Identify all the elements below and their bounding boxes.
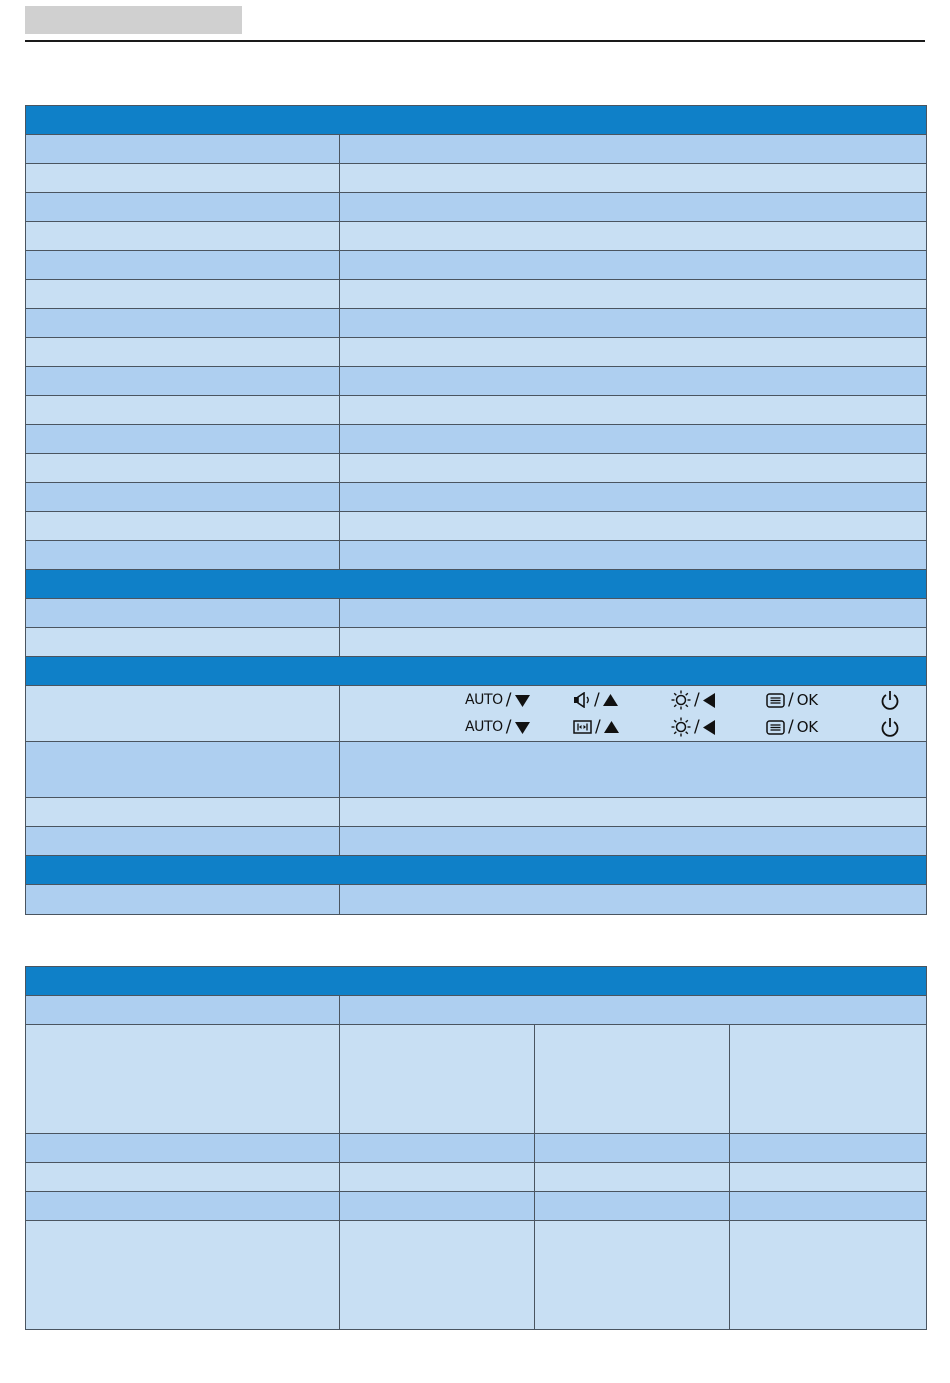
table-row [26,309,927,338]
table-row [26,541,927,570]
table-row [26,1134,927,1163]
down-triangle-icon [515,694,530,707]
slash-separator: / [505,690,512,710]
slash-separator: / [595,717,601,737]
slash-separator: / [788,690,794,710]
aspect-up-button [573,716,619,738]
table-row [26,512,927,541]
spec-table-1 [25,105,927,915]
volume-up-button [573,689,618,711]
section-header-row [26,570,927,599]
brightness-left-button [671,716,716,738]
power-icon [880,717,900,738]
slash-separator: / [694,717,700,737]
control-buttons-row-1 [340,689,926,711]
aspect-ratio-icon [573,720,592,734]
slash-separator: / [788,717,794,737]
auto-down-button [465,689,530,711]
menu-ok-button [766,716,818,738]
left-triangle-icon [703,720,716,735]
section-header-row [26,657,927,686]
table-row [26,193,927,222]
brightness-sun-icon [671,717,691,737]
menu-icon [766,720,785,735]
table-row [26,599,927,628]
table-row [26,280,927,309]
power-button [880,716,900,738]
header-tab [25,6,242,34]
section-header-row [26,106,927,135]
speaker-icon [573,692,591,708]
brightness-left-button [671,689,716,711]
ok-label: OK [796,691,818,709]
control-buttons-cell [340,686,927,742]
control-buttons-row-2 [340,716,926,738]
table-row [26,135,927,164]
slash-separator: / [694,690,700,710]
up-triangle-icon [604,721,619,734]
power-icon [880,690,900,711]
menu-ok-button [766,689,818,711]
spec-table-2 [25,966,927,1330]
auto-down-button [465,716,530,738]
header-rule [25,40,925,42]
table-row [26,1221,927,1330]
power-button [880,689,900,711]
menu-icon [766,693,785,708]
table-row [26,483,927,512]
table-row [26,996,927,1025]
table-row [26,628,927,657]
table-row [26,367,927,396]
user-controls-row [26,686,927,742]
table-row [26,1025,927,1134]
table-row [26,222,927,251]
table-row [26,396,927,425]
table-row [26,885,927,915]
table-row [26,827,927,856]
table-row [26,164,927,193]
slash-separator: / [505,717,512,737]
table-row [26,742,927,798]
table-row [26,454,927,483]
up-triangle-icon [603,694,618,707]
brightness-sun-icon [671,690,691,710]
section-header-row [26,967,927,996]
table-row [26,251,927,280]
slash-separator: / [594,690,600,710]
section-header-row [26,856,927,885]
table-row [26,1192,927,1221]
down-triangle-icon [515,721,530,734]
left-triangle-icon [703,693,716,708]
auto-label: AUTO [465,719,503,735]
ok-label: OK [796,718,818,736]
auto-label: AUTO [465,692,503,708]
table-row [26,338,927,367]
table-row [26,798,927,827]
table-row [26,1163,927,1192]
table-row [26,425,927,454]
